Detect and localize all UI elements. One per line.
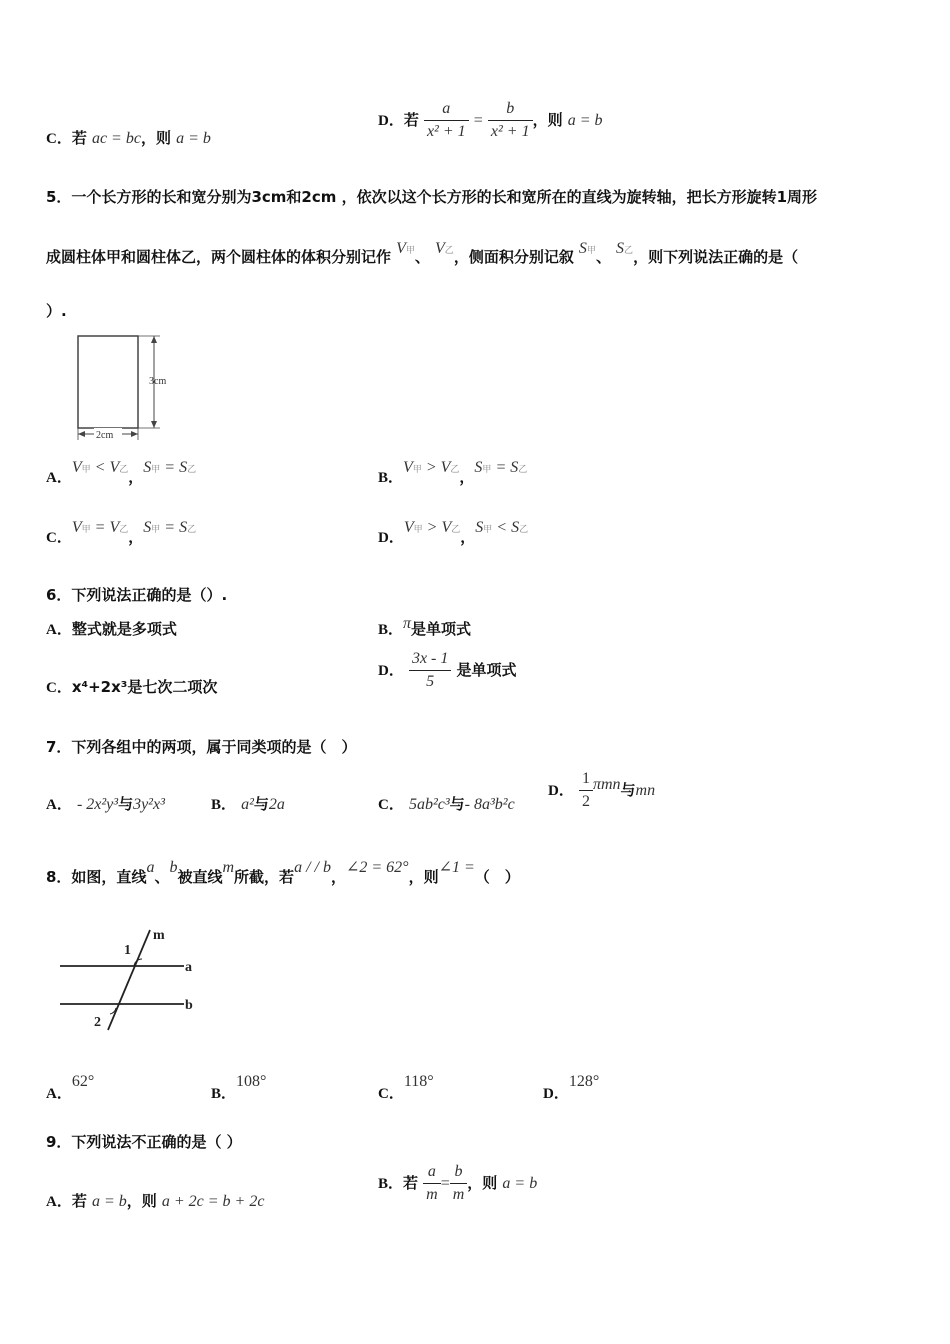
- rectangle-figure: [70, 330, 190, 445]
- fraction: $\frac{b}{\text{x² + 1}}$: [488, 100, 533, 141]
- height-label: 3cm: [149, 376, 167, 387]
- q6-option-c: C．x⁴+2x³是七次二项次: [46, 678, 218, 696]
- q8-option-d: D．128°: [543, 1073, 600, 1102]
- option-label: C．: [46, 131, 72, 147]
- q4-option-d: [378, 100, 602, 141]
- q7-option-d: D． $\frac{1}{2}$ πmn与mn: [548, 770, 656, 810]
- math-expression: a = b: [567, 112, 603, 129]
- q9-option-a: A．若 a = b，则 a + 2c = b + 2c: [46, 1192, 265, 1210]
- svg-text:m: m: [153, 928, 165, 943]
- option-text: 若: [403, 111, 419, 129]
- q8-option-a: A．62°: [46, 1073, 95, 1102]
- q4-option-c: [46, 127, 211, 148]
- q5-stem-line2: 成圆柱体甲和圆柱体乙，两个圆柱体的体积分别记作 V甲、 V乙，侧面积分别记叙 S甲、 S乙，则下列说法正确的是（: [46, 240, 799, 266]
- parallel-lines-figure: [50, 922, 220, 1034]
- q5-stem-line3: ）.: [46, 302, 67, 320]
- q8-stem: 8．如图，直线a、b被直线m所截，若a / / b，∠2 = 62°，则∠1 =（ ）: [46, 859, 520, 886]
- q8-option-b: B．108°: [211, 1073, 267, 1102]
- fraction: $\frac{b}{m}$: [450, 1163, 468, 1204]
- q7-option-c: C． 5ab²c³与- 8a³b²c: [378, 795, 515, 813]
- q5-stem-line1: 5．一个长方形的长和宽分别为3cm和2cm ，依次以这个长方形的长和宽所在的直线为旋转轴，把长方形旋转1周形: [46, 188, 818, 206]
- option-label: D．: [378, 113, 404, 129]
- svg-text:1: 1: [124, 943, 131, 958]
- fraction: $\frac{a}{\text{x² + 1}}$: [424, 100, 469, 141]
- q7-option-b: B． a²与2a: [211, 795, 285, 813]
- math-expression: =: [473, 112, 483, 129]
- q5-option-c: C．V甲 = V乙，S甲 = S乙: [46, 519, 197, 546]
- svg-text:a: a: [185, 960, 192, 975]
- q6-stem: 6．下列说法正确的是（）.: [46, 586, 228, 604]
- svg-text:b: b: [185, 998, 193, 1013]
- math-expression: ac = bc: [91, 130, 141, 147]
- q5-option-b: B．V甲 > V乙，S甲 = S乙: [378, 459, 528, 486]
- fraction: $\frac{3x - 1}{5}$: [409, 650, 451, 691]
- option-text: 若: [71, 129, 87, 147]
- width-label: 2cm: [96, 430, 114, 441]
- math-expression: a = b: [176, 130, 211, 147]
- q9-stem: 9．下列说法不正确的是（ ）: [46, 1133, 242, 1151]
- q7-option-a: A． - 2x²y³与3y²x³: [46, 795, 165, 813]
- q6-option-d: D． $\frac{3x - 1}{5}$ 是单项式: [378, 650, 517, 690]
- q9-option-b: B．若 $\frac{a}{m}$ = $\frac{b}{m}$ ，则 a = b: [378, 1163, 538, 1203]
- fraction: $\frac{a}{m}$: [423, 1163, 441, 1204]
- q6-option-b: B．π是单项式: [378, 615, 472, 638]
- svg-text:2: 2: [94, 1015, 101, 1030]
- fraction: $\frac{1}{2}$: [579, 770, 593, 811]
- q7-stem: 7．下列各组中的两项，属于同类项的是（ ）: [46, 738, 357, 756]
- q5-option-a: A．V甲 < V乙，S甲 = S乙: [46, 459, 197, 486]
- q6-option-a: A．整式就是多项式: [46, 620, 177, 638]
- option-text: ，则: [532, 111, 563, 129]
- q5-option-d: D．V甲 > V乙，S甲 < S乙: [378, 519, 529, 546]
- option-text: ，则: [140, 129, 171, 147]
- q8-option-c: C．118°: [378, 1073, 434, 1102]
